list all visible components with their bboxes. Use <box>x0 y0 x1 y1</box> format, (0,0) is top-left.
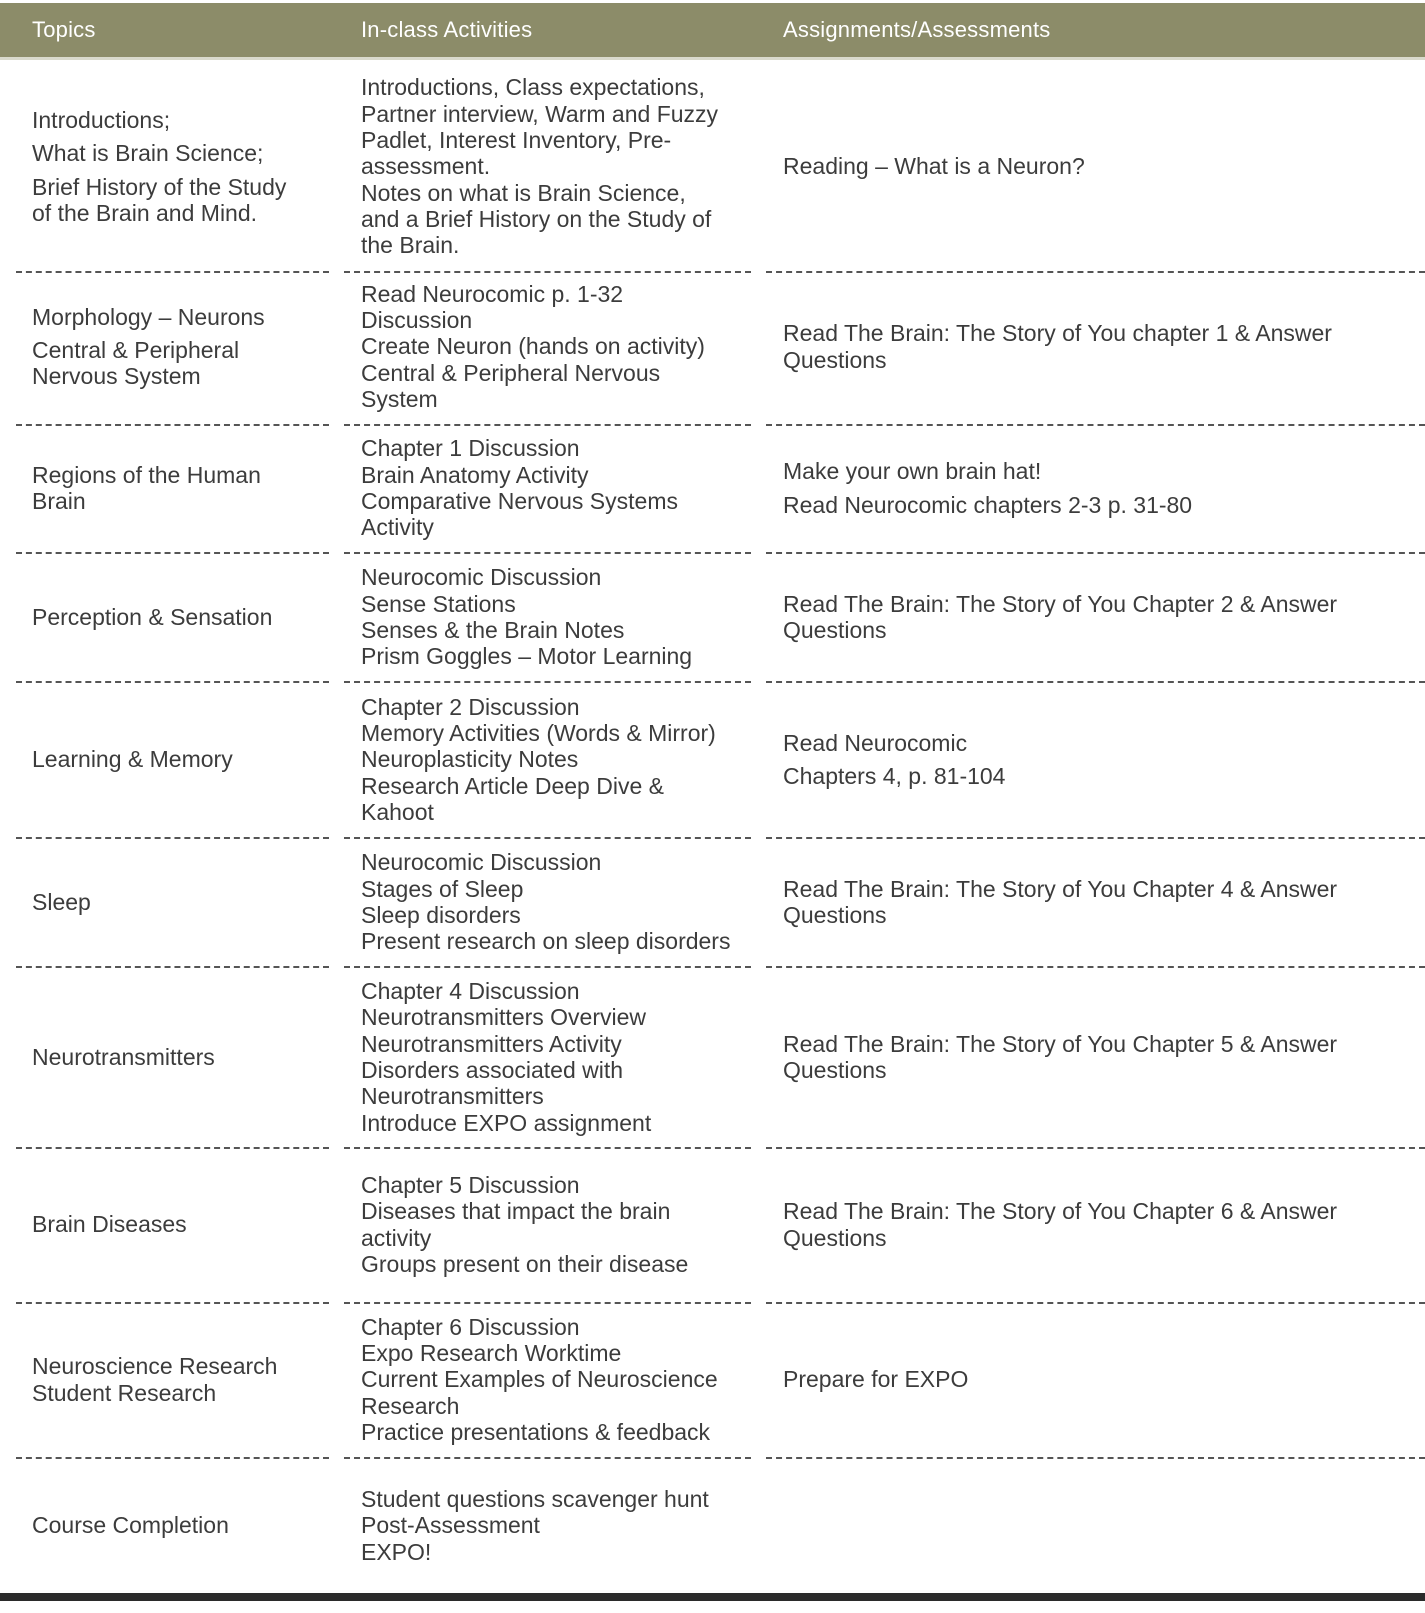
cell-paragraph <box>783 730 1403 756</box>
bottom-rule <box>0 1593 1425 1601</box>
assignments-cell <box>783 1458 1403 1593</box>
cell-line: Course Completion <box>32 1512 229 1539</box>
cell-paragraph <box>361 74 751 258</box>
topic-cell <box>32 839 332 965</box>
cell-paragraph <box>361 978 751 1136</box>
cell-line: activity <box>361 1224 432 1251</box>
cell-line: Memory Activities (Words & Mirror) <box>361 720 716 747</box>
cell-line: Morphology – Neurons <box>32 303 265 330</box>
topic-cell <box>32 1148 332 1301</box>
cell-paragraph <box>32 889 332 915</box>
cell-paragraph <box>361 849 751 954</box>
cell-line: Read Neurocomic p. 1-32 <box>361 280 624 307</box>
activities-cell <box>361 839 751 965</box>
cell-paragraph <box>32 304 332 330</box>
topic-cell <box>32 683 332 836</box>
header-activities: In-class Activities <box>361 17 533 42</box>
cell-paragraph <box>361 435 751 540</box>
cell-line: Read The Brain: The Story of You Chapter 4 & Answer <box>783 875 1338 902</box>
cell-line: Chapter 4 Discussion <box>361 978 580 1005</box>
topic-cell <box>32 554 332 680</box>
cell-line: Stages of Sleep <box>361 875 524 902</box>
activities-cell <box>361 425 751 551</box>
cell-line: System <box>361 385 438 412</box>
cell-line: Prism Goggles – Motor Learning <box>361 643 693 670</box>
cell-line: Central & Peripheral Nervous <box>361 359 661 386</box>
cell-paragraph <box>32 140 332 166</box>
cell-paragraph <box>783 1198 1403 1251</box>
assignments-cell <box>783 683 1403 836</box>
cell-line: Read The Brain: The Story of You chapter 1 & Answer <box>783 320 1332 347</box>
assignments-cell <box>783 1148 1403 1301</box>
cell-line: Comparative Nervous Systems <box>361 488 678 514</box>
cell-line: Questions <box>783 902 887 928</box>
cell-line: Nervous System <box>32 363 201 390</box>
cell-paragraph <box>32 1353 332 1406</box>
cell-line: Current Examples of Neuroscience <box>361 1366 718 1393</box>
cell-line: Activity <box>361 514 434 541</box>
topic-cell <box>32 425 332 551</box>
cell-line: Brain Anatomy Activity <box>361 461 589 488</box>
cell-line: Introductions; <box>32 106 171 133</box>
cell-paragraph <box>32 1512 332 1538</box>
cell-line: Read The Brain: The Story of You Chapter 6 & Answer <box>783 1198 1338 1225</box>
cell-line: Introduce EXPO assignment <box>361 1109 652 1136</box>
topic-cell <box>32 968 332 1146</box>
header-assignments: Assignments/Assessments <box>783 17 1051 42</box>
table-row <box>0 1303 1425 1456</box>
cell-line: Sense Stations <box>361 590 516 617</box>
cell-line: Neurotransmitters Overview <box>361 1004 647 1031</box>
cell-paragraph <box>783 492 1403 518</box>
cell-line: Senses & the Brain Notes <box>361 617 625 643</box>
table-row <box>0 425 1425 551</box>
topic-cell <box>32 1458 332 1593</box>
cell-line: Student questions scavenger hunt <box>361 1486 709 1513</box>
activities-cell <box>361 63 751 270</box>
cell-line: Read Neurocomic <box>783 729 968 756</box>
cell-paragraph <box>32 462 332 515</box>
cell-paragraph <box>32 174 332 227</box>
cell-line: Read The Brain: The Story of You Chapter 5 & Answer <box>783 1030 1338 1057</box>
schedule-table <box>0 3 1425 1565</box>
cell-line: Chapter 2 Discussion <box>361 693 580 720</box>
cell-paragraph <box>361 564 751 669</box>
cell-line: Reading – What is a Neuron? <box>783 153 1085 180</box>
cell-line: Chapter 1 Discussion <box>361 435 580 462</box>
table-row <box>0 270 1425 423</box>
header-topics: Topics <box>32 17 96 42</box>
cell-line: Regions of the Human <box>32 461 261 488</box>
cell-line: Questions <box>783 1057 887 1083</box>
table-row <box>0 554 1425 680</box>
assignments-cell <box>783 425 1403 551</box>
cell-line: What is Brain Science; <box>32 140 264 167</box>
table-row <box>0 683 1425 836</box>
cell-line: Questions <box>783 617 887 643</box>
cell-line: Sleep disorders <box>361 902 521 928</box>
cell-line: Brief History of the Study <box>32 173 287 200</box>
cell-line: Post-Assessment <box>361 1512 540 1539</box>
cell-paragraph <box>32 1044 332 1070</box>
cell-line: and a Brief History on the Study of <box>361 205 712 232</box>
activities-cell <box>361 554 751 680</box>
cell-line: Perception & Sensation <box>32 603 273 630</box>
activities-cell <box>361 683 751 836</box>
cell-line: assessment. <box>361 153 491 180</box>
topic-cell <box>32 63 332 270</box>
cell-paragraph <box>32 604 332 630</box>
cell-line: Diseases that impact the brain <box>361 1198 671 1225</box>
activities-cell <box>361 968 751 1146</box>
cell-line: Groups present on their disease <box>361 1250 689 1277</box>
cell-paragraph <box>783 153 1403 179</box>
cell-paragraph <box>32 746 332 772</box>
cell-line: Chapter 5 Discussion <box>361 1171 580 1198</box>
cell-line: Disorders associated with <box>361 1057 624 1083</box>
cell-line: Central & Peripheral <box>32 336 240 363</box>
cell-line: Neurocomic Discussion <box>361 564 602 591</box>
cell-paragraph <box>783 1366 1403 1392</box>
assignments-cell <box>783 968 1403 1146</box>
cell-line: Student Research <box>32 1379 217 1406</box>
activities-cell <box>361 1303 751 1456</box>
cell-paragraph <box>361 1314 751 1445</box>
cell-line: Notes on what is Brain Science, <box>361 179 686 206</box>
cell-paragraph <box>361 281 751 412</box>
cell-paragraph <box>783 591 1403 644</box>
cell-paragraph <box>783 876 1403 929</box>
cell-line: Questions <box>783 346 887 373</box>
cell-line: Learning & Memory <box>32 746 233 773</box>
cell-line: Research Article Deep Dive & <box>361 772 664 799</box>
cell-paragraph <box>783 1031 1403 1084</box>
cell-paragraph <box>361 1486 751 1565</box>
cell-paragraph <box>783 320 1403 373</box>
cell-line: Padlet, Interest Inventory, Pre- <box>361 127 672 154</box>
table-row <box>0 1458 1425 1593</box>
cell-line: Neurotransmitters Activity <box>361 1030 622 1057</box>
cell-paragraph <box>361 694 751 825</box>
table-row <box>0 968 1425 1146</box>
cell-line: Discussion <box>361 307 473 334</box>
topic-cell <box>32 270 332 423</box>
cell-paragraph <box>32 337 332 390</box>
cell-line: Chapter 6 Discussion <box>361 1313 580 1340</box>
activities-cell <box>361 1458 751 1593</box>
cell-line: Prepare for EXPO <box>783 1366 969 1393</box>
activities-cell <box>361 1148 751 1301</box>
table-row <box>0 1148 1425 1301</box>
cell-paragraph <box>32 1211 332 1237</box>
cell-paragraph <box>32 107 332 133</box>
cell-line: Chapters 4, p. 81-104 <box>783 763 1006 789</box>
cell-line: Read The Brain: The Story of You Chapter 2 & Answer <box>783 590 1338 617</box>
cell-paragraph <box>783 458 1403 484</box>
cell-line: Read Neurocomic chapters 2-3 p. 31-80 <box>783 491 1193 518</box>
activities-cell <box>361 270 751 423</box>
cell-line: Partner interview, Warm and Fuzzy <box>361 100 719 127</box>
assignments-cell <box>783 270 1403 423</box>
cell-line: Research <box>361 1392 460 1419</box>
cell-line: Neurotransmitters <box>361 1083 544 1110</box>
table-row <box>0 63 1425 270</box>
cell-line: EXPO! <box>361 1538 432 1565</box>
cell-line: Neurocomic Discussion <box>361 849 602 876</box>
cell-paragraph <box>783 763 1403 789</box>
cell-line: the Brain. <box>361 232 460 259</box>
cell-line: Neurotransmitters <box>32 1043 215 1070</box>
cell-paragraph <box>361 1172 751 1277</box>
cell-line: Neuroscience Research <box>32 1353 278 1380</box>
cell-line: Neuroplasticity Notes <box>361 746 579 773</box>
cell-line: Create Neuron (hands on activity) <box>361 333 705 360</box>
assignments-cell <box>783 1303 1403 1456</box>
table-row <box>0 839 1425 965</box>
cell-line: Brain <box>32 488 86 514</box>
topic-cell <box>32 1303 332 1456</box>
cell-line: Kahoot <box>361 798 434 825</box>
table-header <box>0 3 1425 60</box>
cell-line: Introductions, Class expectations, <box>361 74 705 101</box>
cell-line: Expo Research Worktime <box>361 1340 622 1367</box>
cell-line: Practice presentations & feedback <box>361 1418 711 1445</box>
cell-line: Questions <box>783 1224 887 1251</box>
cell-line: Sleep <box>32 888 91 915</box>
assignments-cell <box>783 63 1403 270</box>
cell-line: Make your own brain hat! <box>783 458 1042 485</box>
assignments-cell <box>783 839 1403 965</box>
cell-line: of the Brain and Mind. <box>32 199 258 226</box>
cell-line: Present research on sleep disorders <box>361 928 731 955</box>
assignments-cell <box>783 554 1403 680</box>
cell-line: Brain Diseases <box>32 1211 187 1238</box>
